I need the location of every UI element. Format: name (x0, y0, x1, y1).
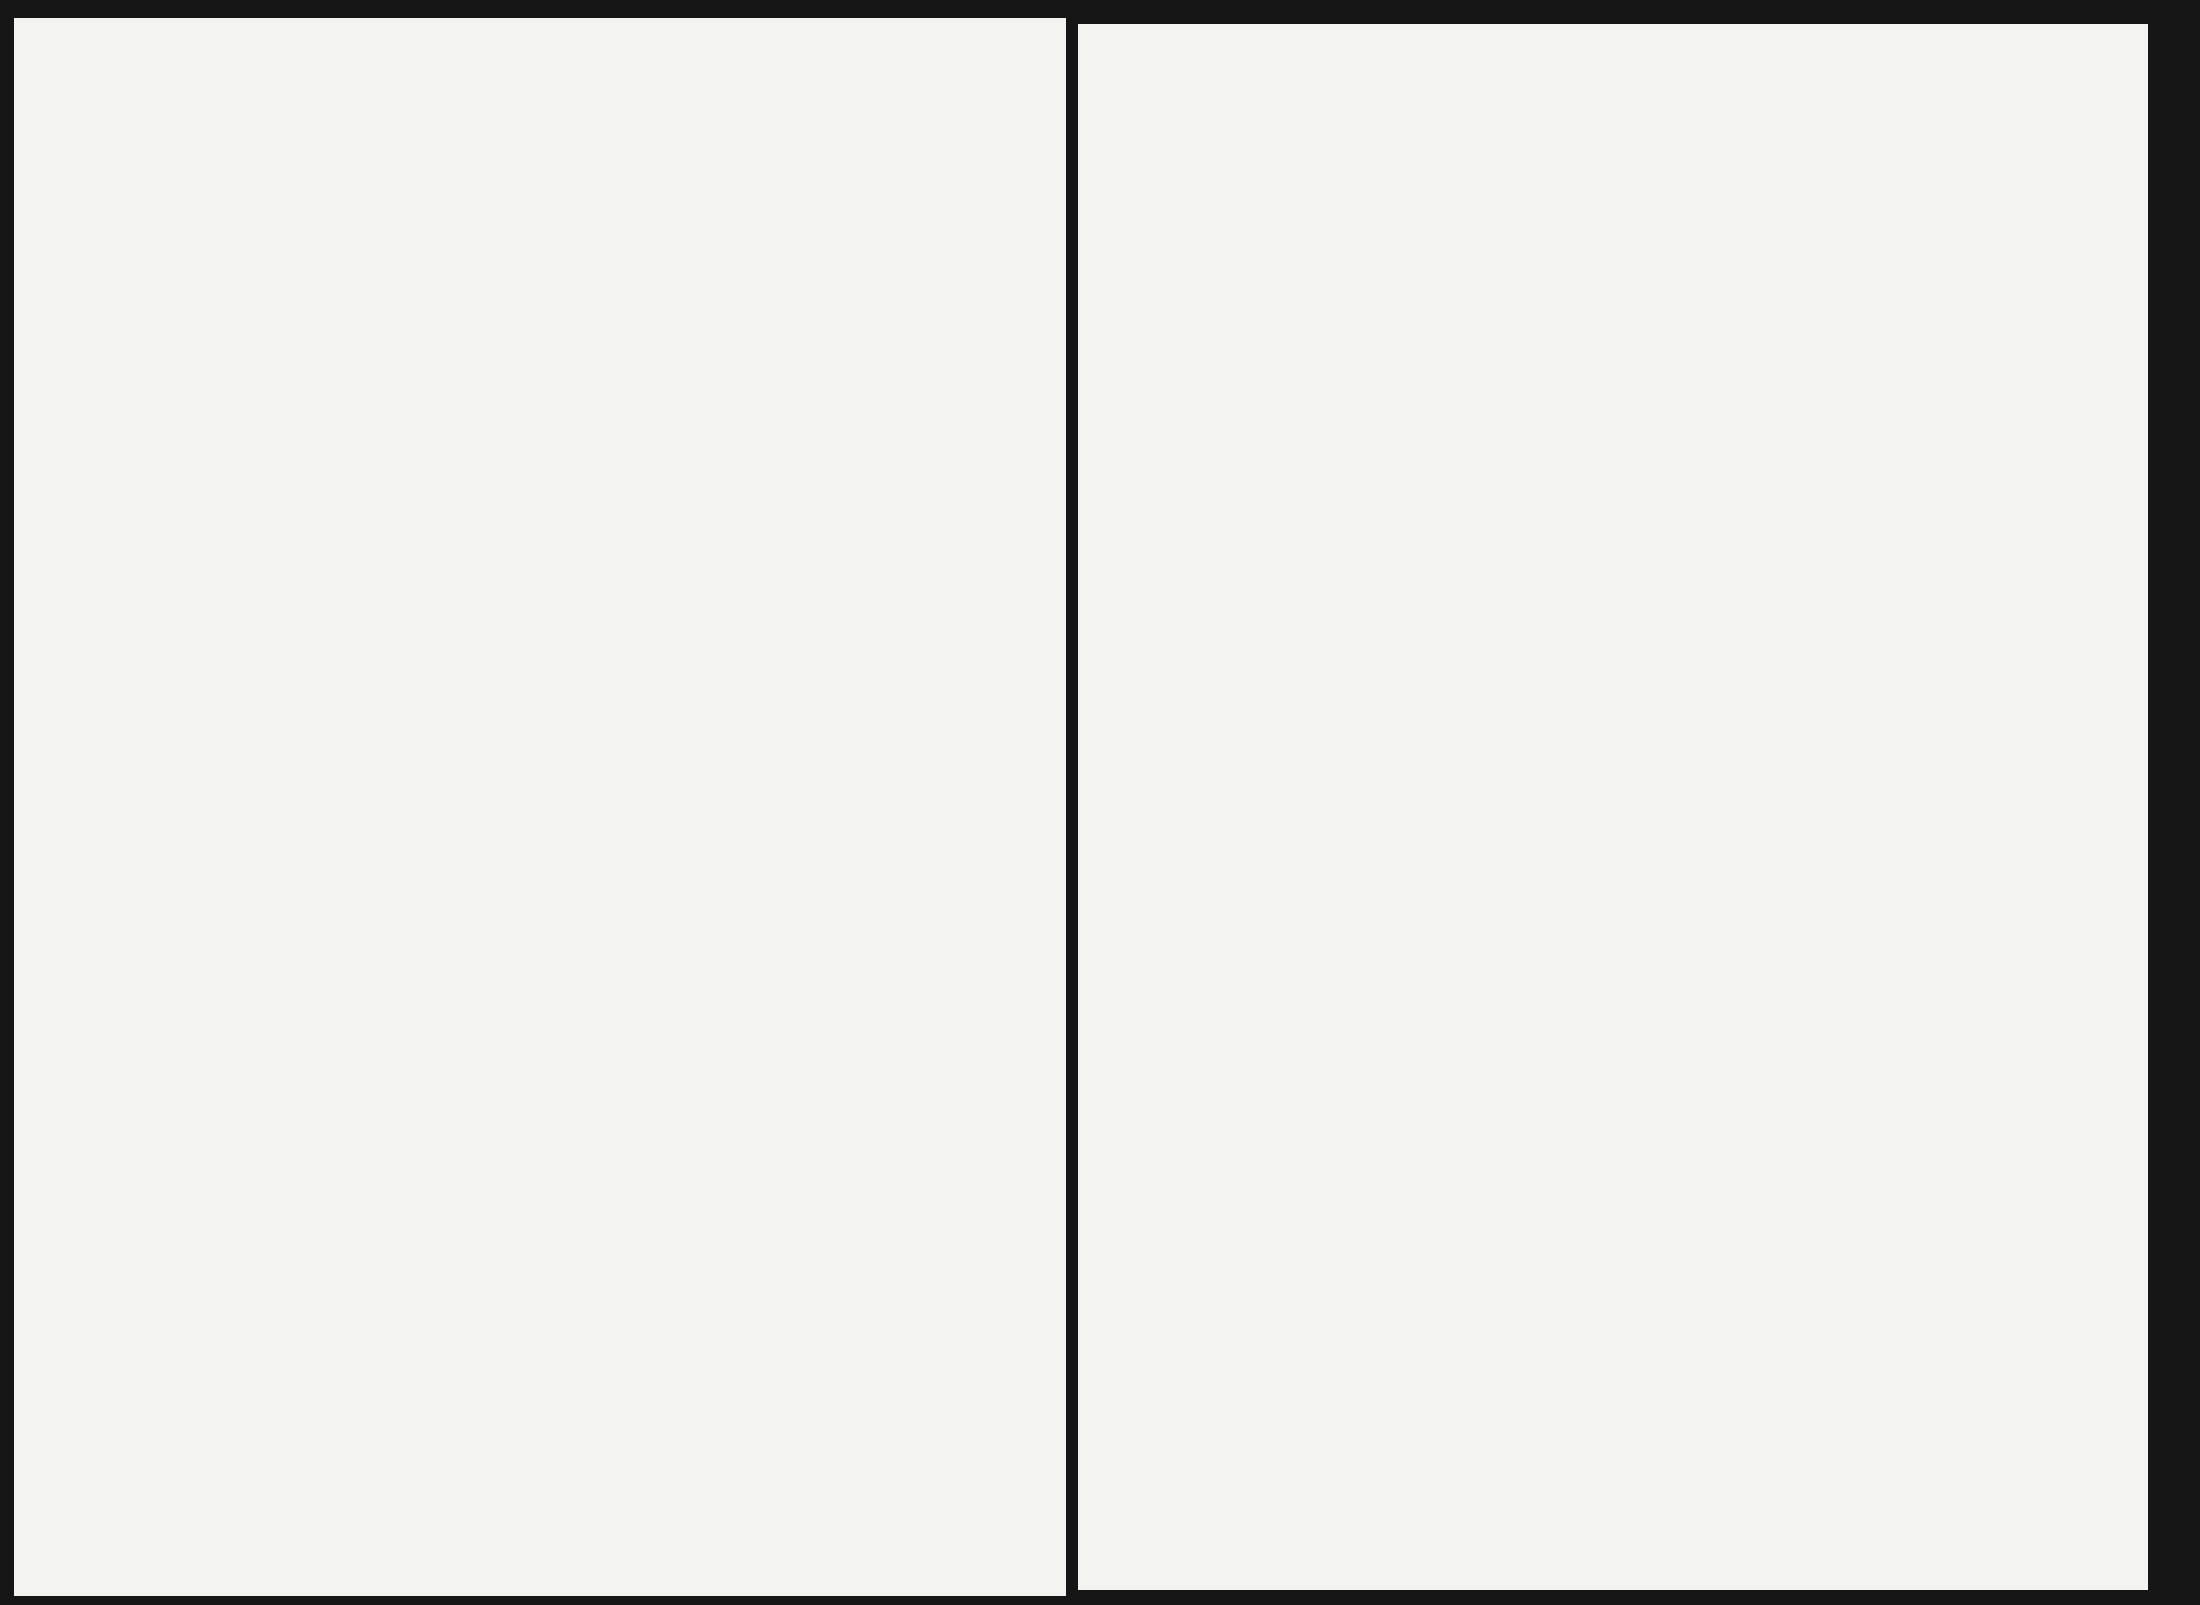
left-page (14, 18, 1066, 1596)
left-register-grid (14, 18, 1066, 1596)
right-page (1078, 24, 2148, 1590)
right-register-grid (1078, 24, 2148, 1590)
